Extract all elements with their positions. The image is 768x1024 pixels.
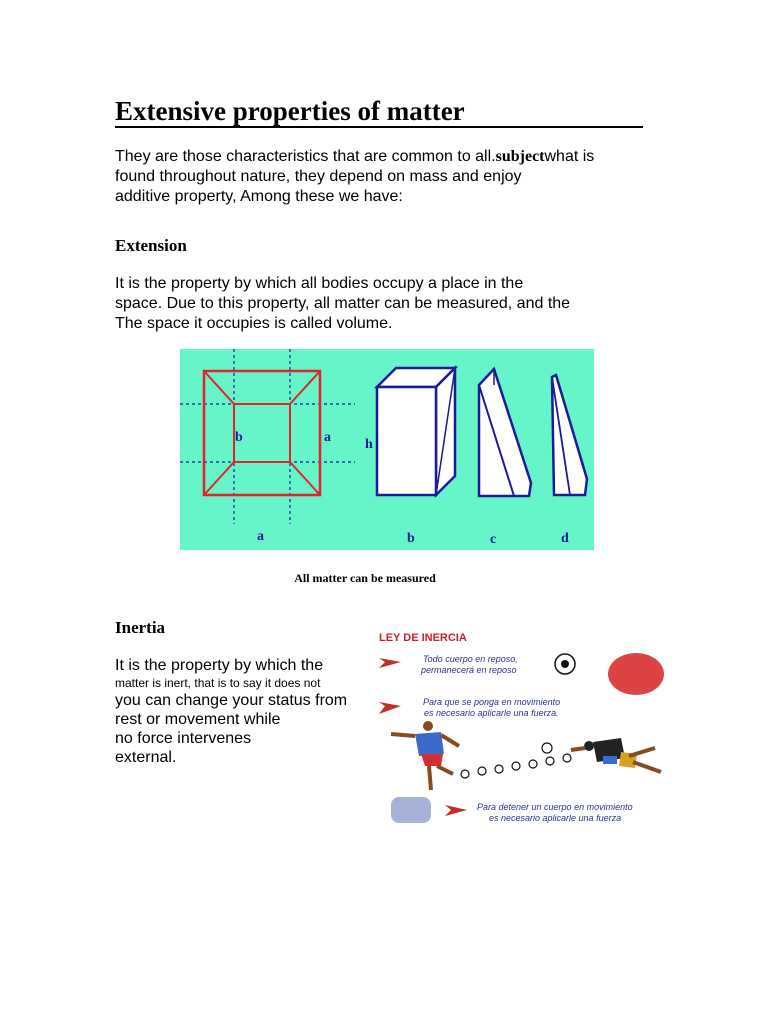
intro-paragraph [115, 147, 594, 207]
extension-figure [180, 349, 594, 550]
label-b: b [407, 531, 415, 546]
intro-line-3: additive property, Among these we have: [115, 188, 403, 205]
inertia-line-3: you can change your status from [115, 692, 348, 709]
label-a: a [257, 529, 264, 544]
extension-line-3: The space it occupies is called volume. [115, 315, 393, 332]
item2-line2: es necesario aplicarle una fuerza. [424, 708, 559, 718]
item3-line2: es necesario aplicarle una fuerza [489, 813, 622, 823]
extension-line-1: It is the property by which all bodies occupy a place in the [115, 275, 524, 292]
item1-line2: permanecerá en reposo [421, 665, 517, 675]
extension-heading: Extension [115, 236, 187, 255]
label-c: c [490, 532, 497, 547]
item1-line1: Todo cuerpo en reposo, [423, 654, 518, 664]
inertia-paragraph [115, 656, 347, 767]
inertia-line-4: rest or movement while [115, 711, 281, 728]
label-d: d [561, 531, 569, 546]
label-a-side: a [324, 430, 331, 445]
item2-line1: Para que se ponga en movimiento [423, 697, 561, 707]
intro-line-1: They are those characteristics that are common to all.subjectwhat is [115, 148, 595, 165]
extension-figure-caption: All matter can be measured [294, 571, 436, 585]
intro-line-2: found throughout nature, they depend on mass and enjoy [115, 168, 522, 185]
label-h: h [365, 437, 373, 452]
extension-paragraph [115, 274, 570, 334]
item3-line1: Para detener un cuerpo en movimiento [477, 802, 633, 812]
document-title: Extensive properties of matter [115, 94, 643, 128]
red-blob [608, 653, 664, 695]
inertia-line-5: no force intervenes [115, 730, 252, 747]
inertia-figure [371, 622, 679, 830]
inertia-line-6: external. [115, 749, 177, 766]
intro-bold-word: subject [495, 148, 545, 165]
blue-smudge [391, 797, 431, 823]
inertia-line-1: It is the property by which the [115, 657, 324, 674]
soccer-ball-icon [555, 654, 575, 674]
inertia-figure-title: LEY DE INERCIA [379, 632, 467, 644]
inertia-line-2: matter is inert, that is to say it does not [115, 676, 321, 690]
extension-line-2: space. Due to this property, all matter can be measured, and the [115, 295, 571, 312]
label-b-inner: b [235, 430, 243, 445]
inertia-heading: Inertia [115, 618, 166, 637]
